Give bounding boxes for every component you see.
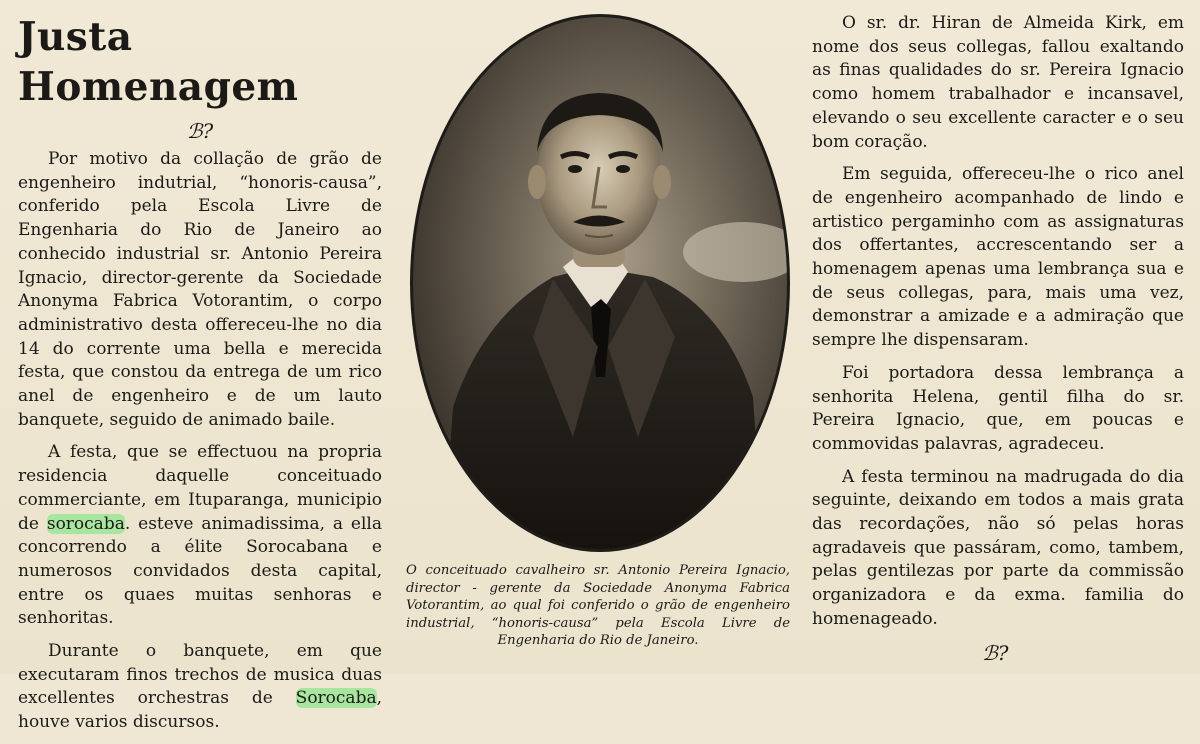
paragraph: A festa terminou na madrugada do dia seguinte, deixando em todos a mais grata das recordações, não só pelas horas agradaveis que passáram, como, tambem, pelas gentilezas por parte da commissão organizadora e da exma. familia do homenageado. (812, 466, 1184, 629)
portrait-frame (398, 12, 798, 548)
left-column (18, 12, 382, 744)
paragraph (18, 441, 382, 631)
highlighted-word: sorocaba (46, 513, 125, 534)
portrait-illustration (413, 17, 787, 549)
photo-caption: O conceituado cavalheiro sr. Antonio Pereira Ignacio, director - gerente da Sociedade Anonyma Fabrica Votorantim, ao qual foi conferido o grão de engenheiro industrial, “honoris-causa” pela Escola Livre de Engenharia do Rio de Janeiro. (406, 563, 790, 648)
paragraph: Por motivo da collação de grão de engenheiro indutrial, “honoris-causa”, conferido pela Escola Livre de Engenharia do Rio de Janeiro ao conhecido industrial sr. Antonio Pereira Ignacio, director-gerente da Sociedade Anonyma Fabrica Votorantim, o corpo administrativo desta offereceu-lhe no dia 14 do corrente uma bella e merecida festa, que constou da entrega de um rico anel de engenheiro e de um lauto banquete, seguido de animado baile. (18, 149, 382, 430)
middle-column (398, 12, 798, 650)
highlighted-word: Sorocaba (295, 688, 377, 709)
paragraph: Foi portadora dessa lembrança a senhorita Helena, gentil filha do sr. Pereira Ignacio, que, em poucas e commovidas palavras, agradeceu. (812, 362, 1184, 454)
paragraph: Em seguida, offereceu-lhe o rico anel de engenheiro acompanhado de lindo e artistico pergaminho com as assignaturas dos offertantes, accrescentando ser a homenagem apenas uma lembrança sua e de seus collegas, para, mais uma vez, demonstrar a amizade e a admiração que sempre lhe dispensaram. (812, 164, 1184, 351)
ornament-mark: ℬ? (982, 640, 1009, 665)
right-column (812, 12, 1184, 670)
paragraph-text: . esteve animadissima, a ella concorrendo a élite Sorocabana e numerosos convidados desta capital, entre os quaes muitas senhoras e senhoritas. (18, 513, 382, 629)
article-title: Justa Homenagem (18, 14, 299, 110)
paragraph-text: Durante o banquete, em que executaram finos trechos de musica duas excellentes orchestras de (18, 641, 382, 709)
paragraph: O sr. dr. Hiran de Almeida Kirk, em nome dos seus collegas, fallou exaltando as finas qualidades do sr. Pereira Ignacio como homem trabalhador e incansavel, elevando o seu excellente caracter e o seu bom coração. (812, 13, 1184, 152)
paragraph (18, 640, 382, 735)
portrait-photo (410, 14, 790, 552)
paragraph-text: A festa, que se effectuou na propria residencia daquelle conceituado commerciante, em Ituparanga, municipio de (18, 442, 382, 534)
ornament-mark: ℬ? (186, 119, 214, 143)
paragraph-text: , houve varios discursos. (18, 688, 382, 733)
